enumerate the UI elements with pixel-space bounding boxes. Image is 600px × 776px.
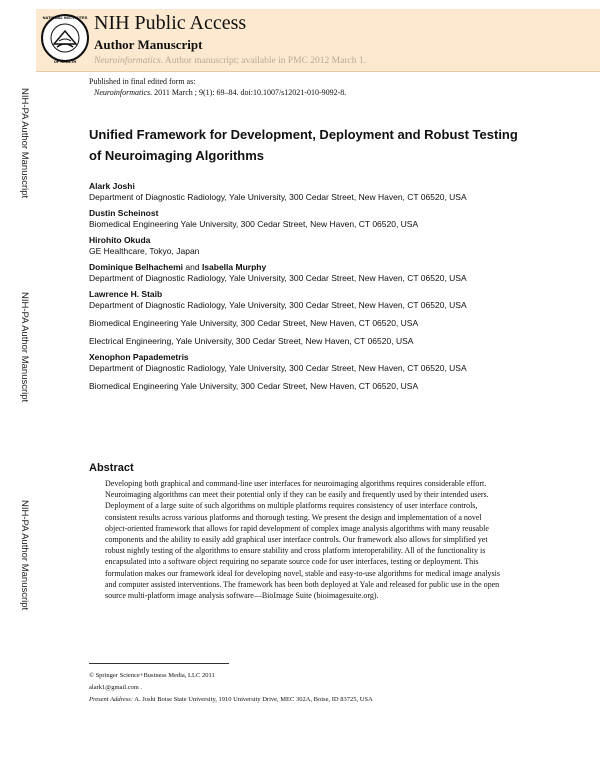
nih-seal-logo [40,11,90,69]
author-name: Lawrence H. Staib [89,289,163,299]
author-name: Dominique Belhachemi and Isabella Murphy [89,262,267,272]
abstract-heading: Abstract [89,462,134,474]
author-affiliation: Department of Diagnostic Radiology, Yale University, 300 Cedar Street, New Haven, CT 06520, USA [89,273,467,283]
svg-text:NATIONAL INSTITUTES: NATIONAL INSTITUTES [42,15,88,20]
author-name: Hirohito Okuda [89,235,151,245]
author-affiliation: GE Healthcare, Tokyo, Japan [89,246,200,256]
author-name: Dustin Scheinost [89,208,159,218]
author-affiliation: Department of Diagnostic Radiology, Yale University, 300 Cedar Street, New Haven, CT 06520, USA [89,300,467,310]
sidebar-label-3: NIH-PA Author Manuscript [19,500,30,611]
sidebar-label-1: NIH-PA Author Manuscript [19,88,30,199]
sidebar-label-2: NIH-PA Author Manuscript [19,292,30,403]
author-affiliation: Department of Diagnostic Radiology, Yale University, 300 Cedar Street, New Haven, CT 06520, USA [89,192,467,202]
publication-info [89,76,346,98]
svg-text:OF HEALTH: OF HEALTH [53,59,77,64]
published-line: Published in final edited form as: [89,77,196,86]
author-affiliation: Electrical Engineering, Yale University, 300 Cedar Street, New Haven, CT 06520, USA [89,336,414,346]
author-affiliation: Biomedical Engineering Yale University, 300 Cedar Street, New Haven, CT 06520, USA [89,381,419,391]
author-name: Xenophon Papademetris [89,352,189,362]
copyright-line: © Springer Science+Business Media, LLC 2011 [89,672,215,679]
paper-title: Unified Framework for Development, Deployment and Robust Testing of Neuroimaging Algorithms [89,127,518,163]
nih-public-access-title: NIH Public Access [94,12,247,34]
abstract-text: Developing both graphical and command-line user interfaces for neuroimaging algorithms requires considerable effort. Neuroimaging algorithms can meet their potential only if they can be easily and frequently used by their intended users. Deployment of a large suite of such algorithms on multiple platforms requires consistency of user interface controls, consistent results across various platforms and thorough testing. We present the design and implementation of a novel object-oriented framework that allows for rapid development of complex image analysis algorithms with many reusable components and the ability to easily add graphical user interface controls. Our framework also allows for simplified yet robust nightly testing of the algorithms to ensure stability and cross platform interoperability. All of the functionality is encapsulated into a software object requiring no separate source code for user interfaces, testing or deployment. This formulation makes our framework ideal for developing novel, stable and easy-to-use algorithms for medical image analysis and computer assisted interventions. The framework has been both deployed at Yale and released for public use in the open source multi-platform image analysis software—BioImage Suite (bioimagesuite.org). [105,479,500,601]
author-list [89,181,519,392]
present-address-line: Present Address: A. Joshi Boise State University, 1910 University Drive, MEC 302A, Boise, ID 83725, USA [89,696,373,703]
author-affiliation: Biomedical Engineering Yale University, 300 Cedar Street, New Haven, CT 06520, USA [89,219,419,229]
author-name: Alark Joshi [89,181,135,191]
footnotes [89,670,569,706]
author-manuscript-label: Author Manuscript [94,37,203,52]
citation-line: Neuroinformatics. 2011 March ; 9(1): 69–84. doi:10.1007/s12021-010-9092-8. [94,88,347,97]
author-affiliation: Department of Diagnostic Radiology, Yale University, 300 Cedar Street, New Haven, CT 06520, USA [89,363,467,373]
footnote-divider [89,663,229,664]
availability-note: Neuroinformatics. Author manuscript; available in PMC 2012 March 1. [94,56,366,66]
email-line: alark1@gmail.com . [89,684,143,691]
author-affiliation: Biomedical Engineering Yale University, 300 Cedar Street, New Haven, CT 06520, USA [89,318,419,328]
nih-header [36,9,600,72]
